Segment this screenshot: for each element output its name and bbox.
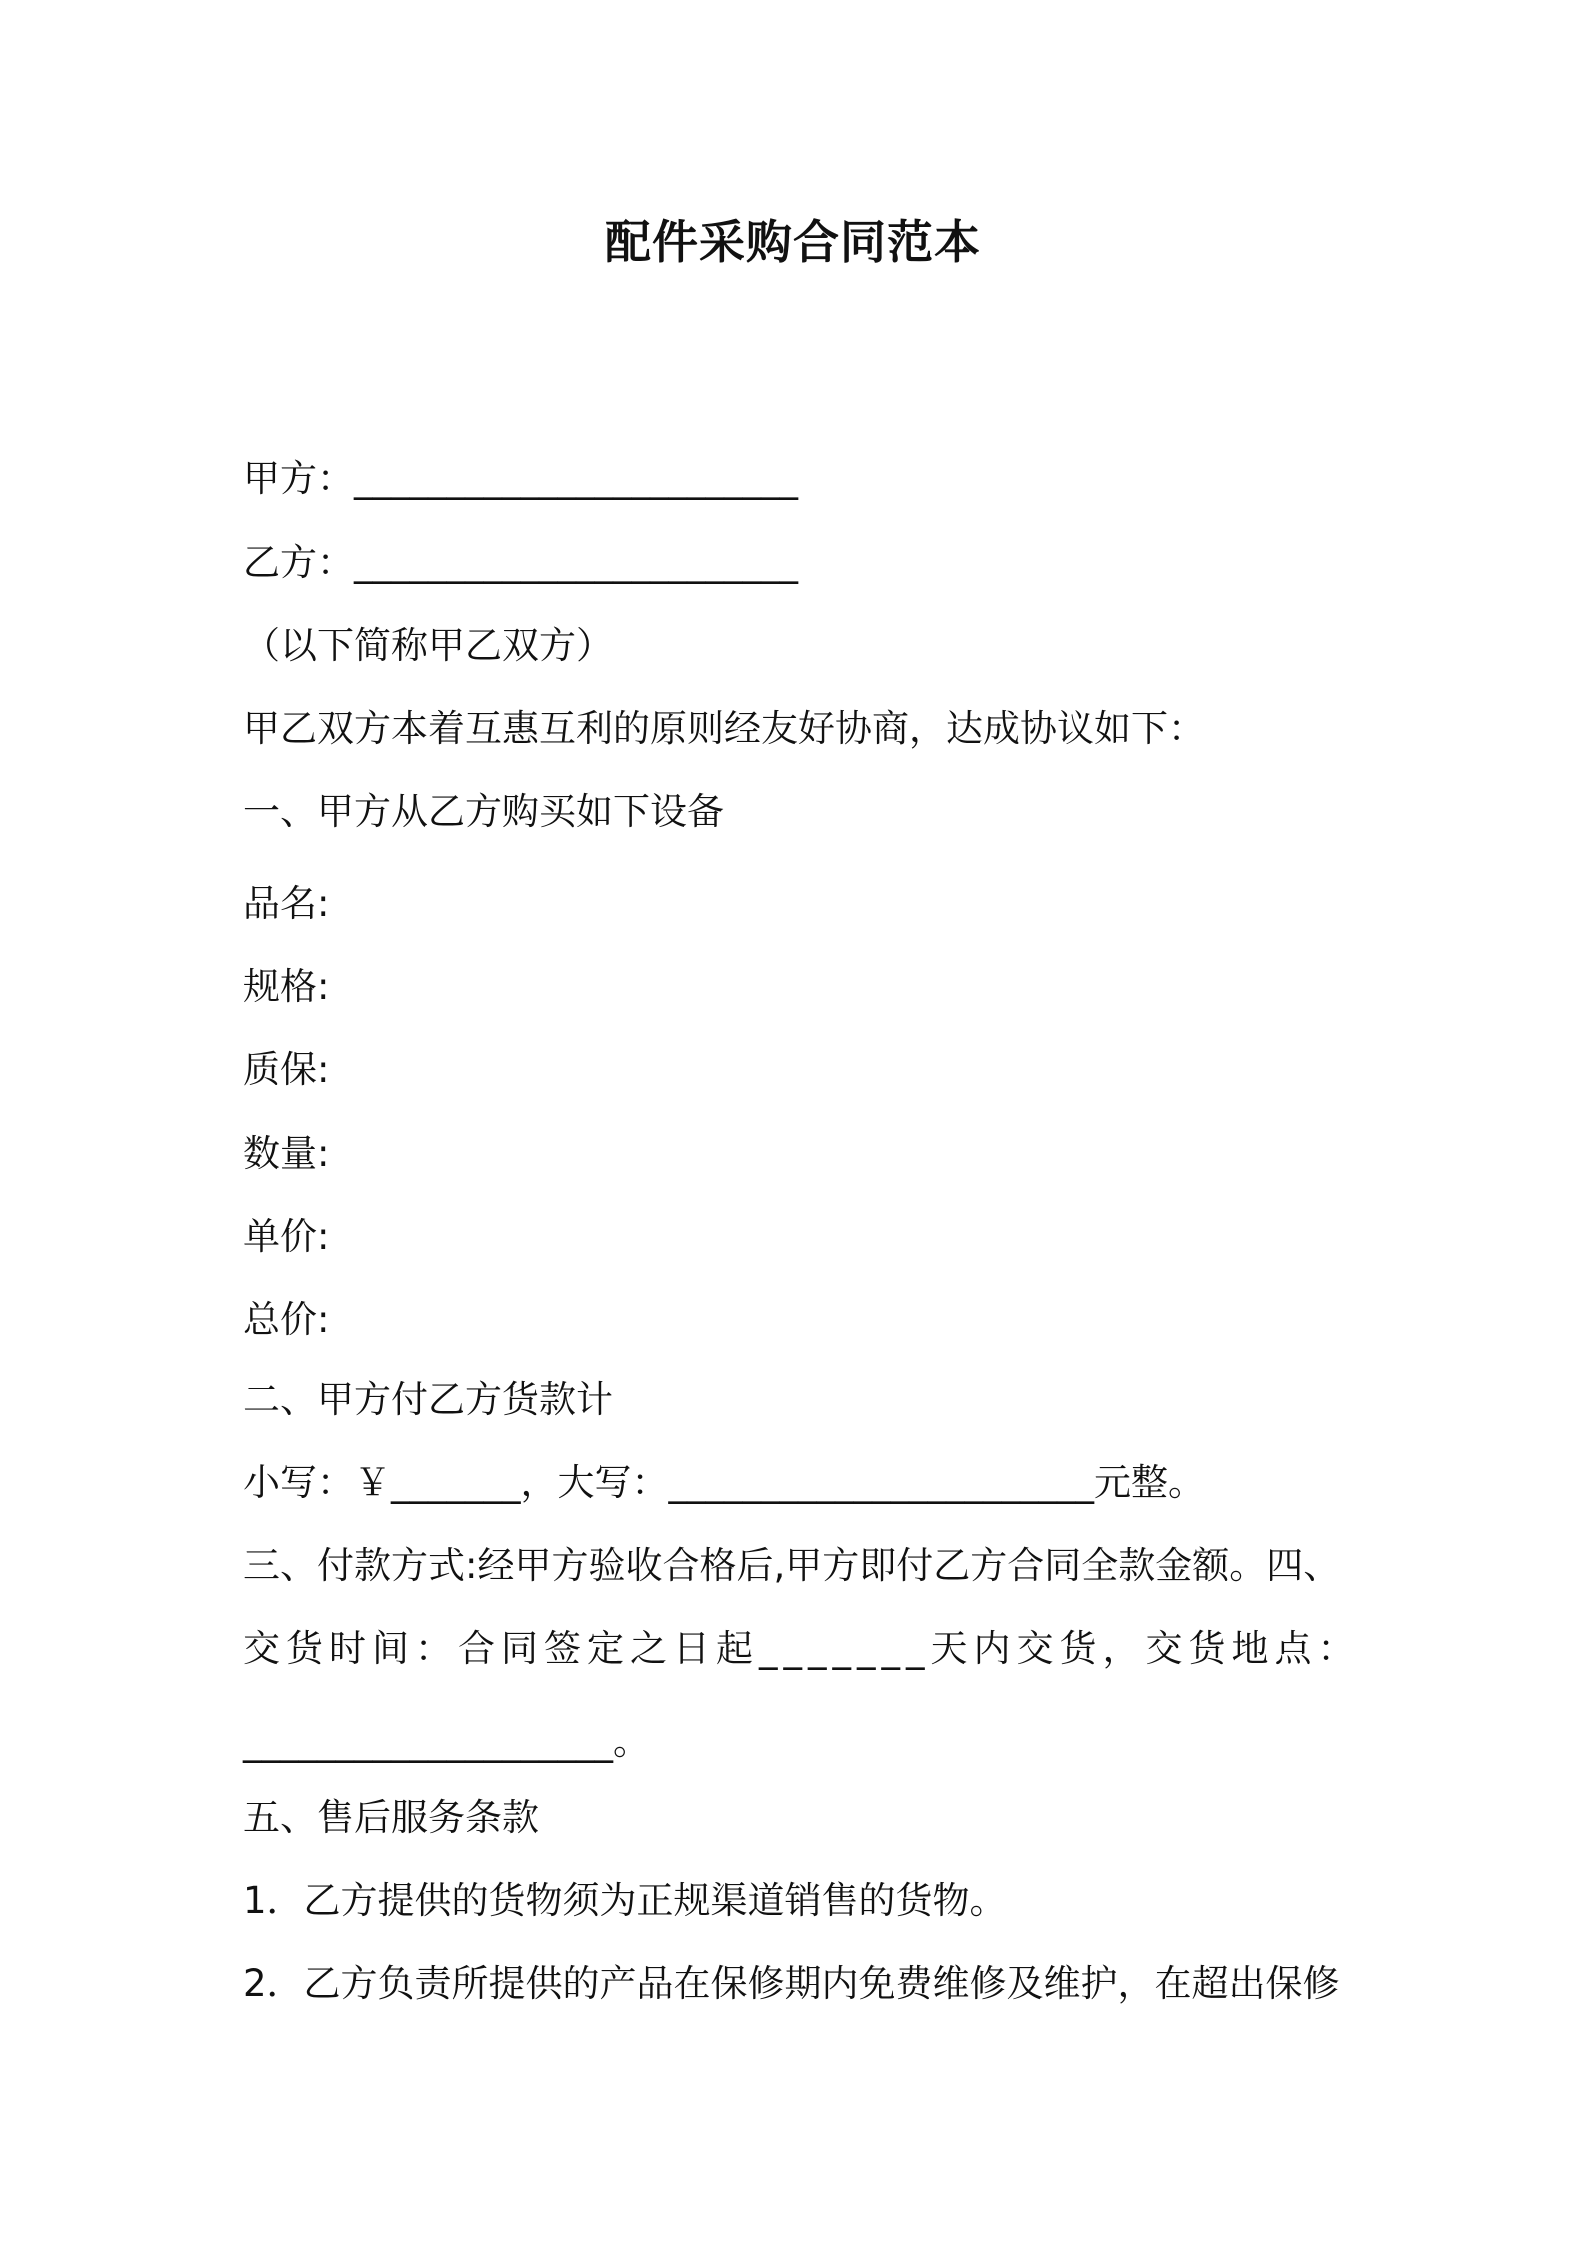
warranty-label: 质保: [243, 1048, 330, 1091]
party-a-line: 甲方：________________________ [243, 457, 798, 500]
specification-label: 规格: [243, 965, 330, 1008]
section-1-heading: 一、甲方从乙方购买如下设备 [243, 790, 724, 833]
section-2-heading: 二、甲方付乙方货款计 [243, 1378, 613, 1421]
product-name-label: 品名: [243, 882, 330, 925]
agreement-intro: 甲乙双方本着互惠互利的原则经友好协商，达成协议如下： [243, 707, 1205, 750]
delivery-time-line: 交货时间：合同签定之日起_______天内交货，交货地点： [243, 1627, 1361, 1670]
section-5-heading: 五、售后服务条款 [243, 1796, 539, 1839]
payment-amount-line: 小写：￥_______，大写：_______________________元整。 [243, 1461, 1205, 1504]
payment-method-line: 三、付款方式:经甲方验收合格后,甲方即付乙方合同全款金额。四、 [243, 1544, 1341, 1587]
after-sales-item-1: 1．乙方提供的货物须为正规渠道销售的货物。 [243, 1879, 1007, 1922]
document-title: 配件采购合同范本 [605, 215, 981, 269]
delivery-location-blank: ____________________。 [243, 1720, 650, 1763]
unit-price-label: 单价: [243, 1215, 330, 1258]
parties-note: （以下简称甲乙双方） [243, 624, 613, 667]
total-price-label: 总价: [243, 1298, 330, 1341]
party-b-line: 乙方：________________________ [243, 541, 798, 584]
after-sales-item-2: 2．乙方负责所提供的产品在保修期内免费维修及维护，在超出保修 [243, 1962, 1340, 2005]
quantity-label: 数量: [243, 1132, 330, 1175]
